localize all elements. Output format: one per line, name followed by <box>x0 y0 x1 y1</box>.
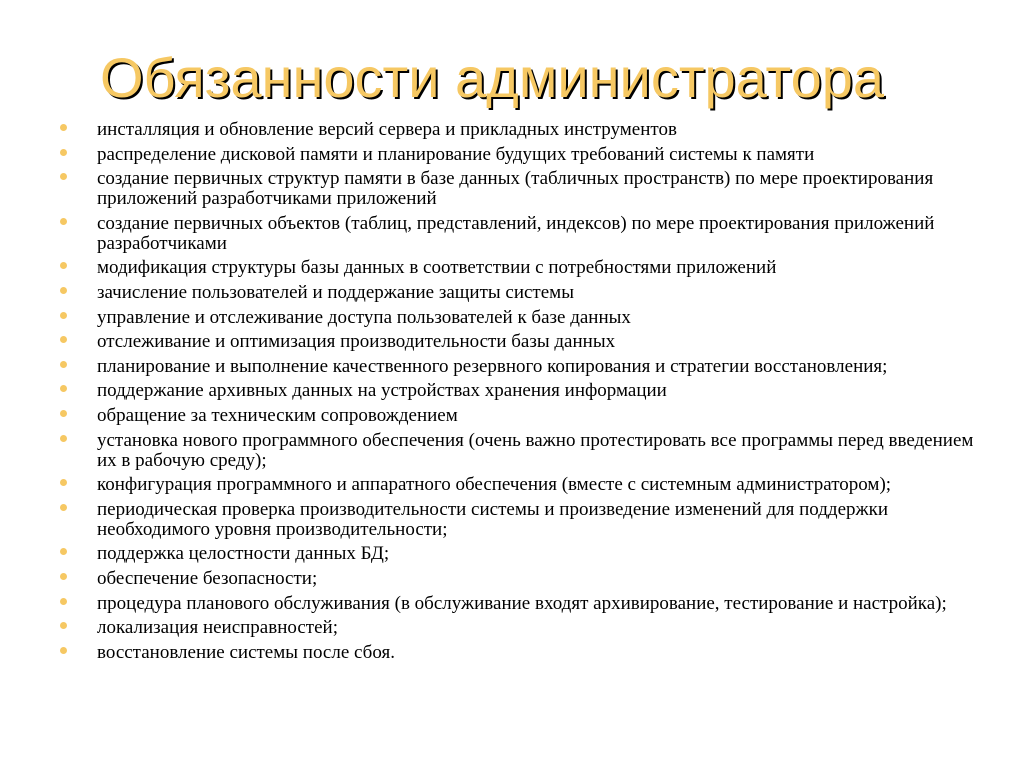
bullet-item <box>60 475 990 495</box>
dot-bullet-icon <box>60 622 67 629</box>
dot-bullet-icon <box>60 262 67 269</box>
bullet-text: поддержание архивных данных на устройствах хранения информации <box>97 380 667 402</box>
bullet-text: локализация неисправностей; <box>97 617 338 639</box>
bullet-text: периодическая проверка производительности системы и произведение изменений для поддержки необходимого уровня производительности; <box>97 498 889 540</box>
bullet-item <box>60 332 990 352</box>
bullet-text: отслеживание и оптимизация производительности базы данных <box>97 331 616 353</box>
dot-bullet-icon <box>60 573 67 580</box>
bullet-text: инсталляция и обновление версий сервера и прикладных инструментов <box>97 119 677 140</box>
dot-bullet-icon <box>60 548 67 555</box>
bullet-item <box>60 544 990 564</box>
bullet-item <box>60 569 990 589</box>
bullet-text: обеспечение безопасности; <box>97 567 318 589</box>
bullet-item <box>60 258 990 278</box>
bullet-item <box>60 357 990 377</box>
bullet-text: распределение дисковой памяти и планирование будущих требований системы к памяти <box>97 143 815 165</box>
dot-bullet-icon <box>60 598 67 605</box>
bullet-item <box>60 406 990 426</box>
bullet-text: процедура планового обслуживания (в обслуживание входят архивирование, тестирование и настройка); <box>97 592 947 614</box>
bullet-item <box>60 500 990 540</box>
bullet-item <box>60 214 990 254</box>
bullet-item <box>60 618 990 638</box>
bullet-text: установка нового программного обеспечения (очень важно протестировать все программы перед введением их в рабочую среду); <box>97 429 974 471</box>
bullet-item <box>60 169 990 209</box>
dot-bullet-icon <box>60 410 67 417</box>
dot-bullet-icon <box>60 385 67 392</box>
dot-bullet-icon <box>60 504 67 511</box>
dot-bullet-icon <box>60 336 67 343</box>
bullet-text: планирование и выполнение качественного резервного копирования и стратегии восстановления; <box>97 355 888 377</box>
dot-bullet-icon <box>60 312 67 319</box>
dot-bullet-icon <box>60 149 67 156</box>
bullet-item <box>60 594 990 614</box>
dot-bullet-icon <box>60 479 67 486</box>
bullet-text: восстановление системы после сбоя. <box>97 641 395 663</box>
dot-bullet-icon <box>60 435 67 442</box>
dot-bullet-icon <box>60 361 67 368</box>
bullet-item <box>60 643 990 663</box>
bullet-item <box>60 145 990 165</box>
dot-bullet-icon <box>60 218 67 225</box>
bullet-text: управление и отслеживание доступа пользователей к базе данных <box>97 306 631 328</box>
bullet-text: создание первичных структур памяти в базе данных (табличных пространств) по мере проектирования приложений разработчиками приложений <box>97 168 934 210</box>
bullet-text: конфигурация программного и аппаратного обеспечения (вместе с системным администратором); <box>97 474 892 496</box>
dot-bullet-icon <box>60 173 67 180</box>
bullet-text: зачисление пользователей и поддержание защиты системы <box>97 281 574 303</box>
bullet-text: модификация структуры базы данных в соответствии с потребностями приложений <box>97 257 777 279</box>
bullet-text: создание первичных объектов (таблиц, представлений, индексов) по мере проектирования приложений разработчиками <box>97 212 935 254</box>
bullet-item <box>60 308 990 328</box>
slide-title: Обязанности администратора <box>100 46 884 109</box>
bullet-text: обращение за техническим сопровождением <box>97 404 458 426</box>
bullet-item <box>60 431 990 471</box>
dot-bullet-icon <box>60 124 67 131</box>
dot-bullet-icon <box>60 647 67 654</box>
bullet-list <box>60 120 990 667</box>
dot-bullet-icon <box>60 287 67 294</box>
bullet-item <box>60 381 990 401</box>
bullet-item <box>60 283 990 303</box>
bullet-item <box>60 120 990 140</box>
bullet-text: поддержка целостности данных БД; <box>97 543 390 565</box>
